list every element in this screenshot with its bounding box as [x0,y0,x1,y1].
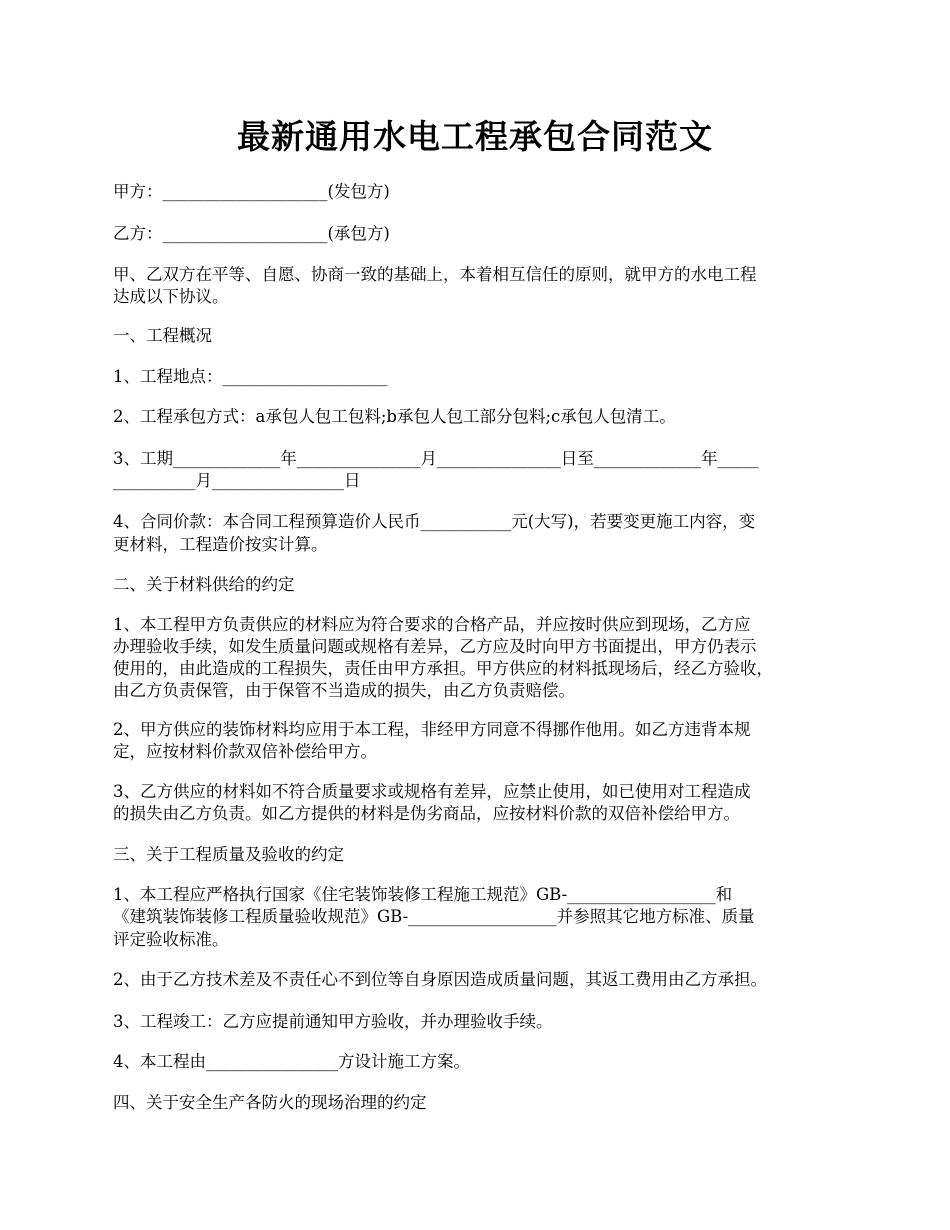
clause-1-2: 2、工程承包方式：a承包人包工包料;b承包人包工部分包料;c承包人包清工。 [113,407,676,426]
clause-3-3: 3、工程竣工：乙方应提前通知甲方验收，并办理验收手续。 [113,1012,553,1031]
clause-2-1-line-1: 1、本工程甲方负责供应的材料应为符合要求的合格产品，并应按时供应到现场，乙方应 [113,615,751,634]
clause-3-1-line-3: 评定验收标准。 [113,930,229,949]
clause-1-3-line-1: 3、工期_____________年_______________月_______________日至_____________年_____ [113,449,759,468]
clause-2-1-line-2: 办理验收手续，如发生质量问题或规格有差异，乙方应及时向甲方书面提出，甲方仍表示 [113,637,757,656]
document-title: 最新通用水电工程承包合同范文 [237,117,713,156]
intro-line-1: 甲、乙双方在平等、自愿、协商一致的基础上，本着相互信任的原则，就甲方的水电工程 [113,265,757,284]
clause-1-1: 1、工程地点：____________________ [113,367,388,386]
clause-2-2-line-2: 定，应按材料价款双倍补偿给甲方。 [113,742,377,761]
section-2-heading: 二、关于材料供给的约定 [113,575,295,594]
intro-line-2: 达成以下协议。 [113,287,229,306]
clause-1-4-line-2: 更材料，工程造价按实计算。 [113,535,328,554]
section-4-heading: 四、关于安全生产各防火的现场治理的约定 [113,1093,427,1112]
clause-3-1-line-1: 1、本工程应严格执行国家《住宅装饰装修工程施工规范》GB-__________________和 [113,885,733,904]
section-3-heading: 三、关于工程质量及验收的约定 [113,845,344,864]
clause-2-3-line-2: 的损失由乙方负责。如乙方提供的材料是伪劣商品，应按材料价款的双倍补偿给甲方。 [113,804,740,823]
clause-3-1-line-2: 《建筑装饰装修工程质量验收规范》GB-__________________并参照其它地方标准、质量 [113,907,755,926]
clause-1-4-line-1: 4、合同价款：本合同工程预算造价人民币___________元(大写)，若要变更施工内容，变 [113,512,756,531]
clause-2-1-line-3: 使用的，由此造成的工程损失，责任由甲方承担。甲方供应的材料抵现场后，经乙方验收， [113,659,773,678]
section-1-heading: 一、工程概况 [113,326,212,345]
clause-2-1-line-4: 由乙方负责保管，由于保管不当造成的损失，由乙方负责赔偿。 [113,681,575,700]
clause-3-4: 4、本工程由________________方设计施工方案。 [113,1052,470,1071]
party-b-line: 乙方：____________________(承包方) [113,224,390,243]
clause-2-2-line-1: 2、甲方供应的装饰材料均应用于本工程，非经甲方同意不得挪作他用。如乙方违背本规 [113,720,751,739]
clause-2-3-line-1: 3、乙方供应的材料如不符合质量要求或规格有差异，应禁止使用，如已使用对工程造成 [113,782,751,801]
clause-1-3-line-2: __________月________________日 [113,471,361,490]
clause-3-2: 2、由于乙方技术差及不责任心不到位等自身原因造成质量问题，其返工费用由乙方承担。 [113,970,767,989]
party-a-line: 甲方：____________________(发包方) [113,182,390,201]
